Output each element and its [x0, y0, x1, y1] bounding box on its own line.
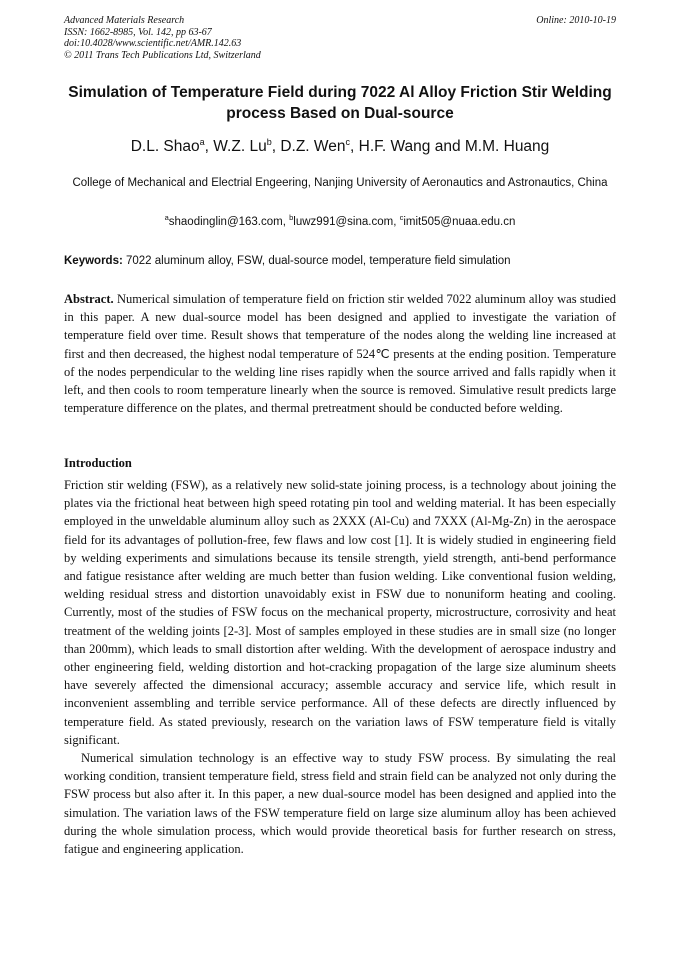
email-sup: b	[289, 213, 294, 222]
doi-line: doi:10.4028/www.scientific.net/AMR.142.63	[64, 38, 242, 49]
issn-line: ISSN: 1662-8985, Vol. 142, pp 63-67	[64, 26, 212, 38]
abstract	[64, 290, 616, 417]
email-address: shaodinglin@163.com	[168, 216, 283, 228]
email-sup: c	[399, 213, 404, 222]
author-name: H.F. Wang and M.M. Huang	[358, 138, 550, 155]
keywords	[64, 253, 616, 269]
author-sup: c	[345, 137, 350, 147]
email-address: luwz991@sina.com	[293, 216, 394, 228]
author-list: D.L. Shao$^a$, W.Z. Lu$^b$, D.Z. Wen$^c$, H.F. Wang and M.M. Huang	[130, 137, 550, 155]
online-date: Online: 2010-10-19	[536, 15, 616, 26]
paragraph: Numerical simulation technology is an effective way to study FSW process. By simulating the real working condition, transient temperature field, stress field and strain field can be analyzed not only during the FSW process but also after it. In this paper, a new dual-source model has been designed and applied into the simulation. The variation laws of the FSW temperature field on large size aluminum alloy has been achieved during the whole simulation process, which would provide theoretical basis for further research on stress, fatigue and engineering application.	[64, 751, 616, 857]
abstract-text: Numerical simulation of temperature field on friction stir welded 7022 aluminum alloy was studied in this paper. A new dual-source model has been designed and applied to investigate the variation of temperature field over time. Result shows that temperature of the nodes along the welding line increased at first and then decreased, the highest nodal temperature of 524℃ presents at the ending position. Temperature of the nodes perpendicular to the welding line rises rapidly when the source arrived and falls rapidly when it left, and then cools to room temperature linearly when the source is removed. Simulative result predicts large temperature difference on the plates, and thermal pretreatment should be conducted before welding.	[64, 292, 616, 416]
journal-header	[64, 15, 616, 61]
author-name: D.Z. Wen	[280, 138, 346, 155]
abstract-label: Abstract.	[64, 292, 114, 306]
author-name: W.Z. Lu	[213, 138, 267, 155]
author-name: D.L. Shao	[130, 138, 200, 155]
keywords-label: Keywords:	[64, 255, 123, 267]
keywords-text: 7022 aluminum alloy, FSW, dual-source model, temperature field simulation	[126, 255, 511, 267]
email-sup: a	[164, 213, 169, 222]
author-sup: a	[199, 137, 205, 147]
affiliation: College of Mechanical and Electrial Engeering, Nanjing University of Aeronautics and Astronautics, China	[72, 177, 608, 189]
author-sup: b	[266, 137, 272, 147]
paper-title: Simulation of Temperature Field during 7022 Al Alloy Friction Stir Welding process Based on Dual-source	[68, 84, 612, 122]
section-heading-introduction: Introduction	[64, 456, 132, 470]
paragraph: Friction stir welding (FSW), as a relatively new solid-state joining process, is a technology about joining the plates via the frictional heat between high speed rotating pin tool and welding material. It has been especially employed in the unweldable aluminum alloy such as 2XXX (Al-Cu) and 7XXX (Al-Mg-Zn) in the aerospace field for its advantages of pollution-free, few flaws and low cost [1]. It is widely studied in engineering field by welding experiments and simulations because its tensile strength, yield strength, anti-bend performance and fatigue resistance after welding are much better than fusion welding. Like conventional fusion welding, welding residual stress and distortion unavoidably exist in FSW due to nonuniform heating and cooling. Currently, most of the studies of FSW focus on the mechanical property, microstructure, corrosivity and heat treatment of the welding joints [2-3]. Most of samples employed in these studies are in small size (no longer than 200mm), which leads to small distortion after welding. With the development of aerospace industry and other engineering field, welding distortion and hot-cracking propagation of the large size aluminum sheets have severely affected the dimensional accuracy; assemble accuracy and service life, which result in inconvenient assembling and terrible service performance. All of these defects are directly influenced by temperature field. As stated previously, research on the variation laws of FSW temperature field is vitally significant.	[64, 478, 616, 747]
email-list: $^a$shaodinglin@163.com, $^b$luwz991@sina.com, $^c$imit505@nuaa.edu.cn	[164, 213, 516, 228]
introduction-body	[64, 476, 616, 858]
journal-name: Advanced Materials Research	[64, 15, 185, 26]
copyright-line: © 2011 Trans Tech Publications Ltd, Switzerland	[64, 49, 261, 61]
email-address: imit505@nuaa.edu.cn	[403, 216, 516, 228]
